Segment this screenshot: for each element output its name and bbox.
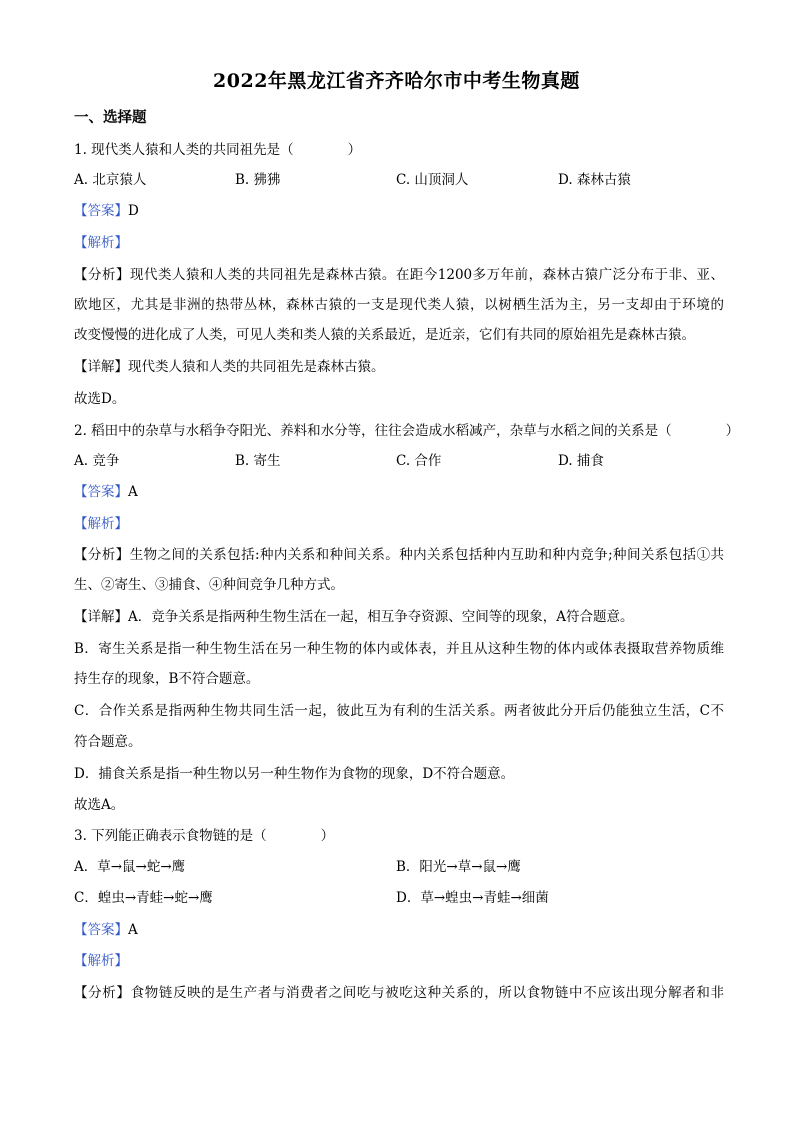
- q2-choice: 故选A。: [74, 797, 125, 813]
- q1-option-c: C. 山顶洞人: [396, 172, 469, 188]
- q3-option-b: B．阳光→草→鼠→鹰: [396, 859, 521, 875]
- q2-fenxi-line-2: 生、②寄生、③捕食、④种间竞争几种方式。: [74, 577, 344, 593]
- q2-option-d: D. 捕食: [558, 453, 604, 469]
- q2-explain-c-line-2: 符合题意。: [74, 734, 142, 750]
- q1-choice: 故选D。: [74, 391, 126, 407]
- q1-fenxi-line-1: [74, 265, 724, 285]
- q3-option-c: C．蝗虫→青蛙→蛇→鹰: [74, 890, 213, 906]
- q3-options-row-1: [74, 857, 724, 877]
- q3-stem: 3. 下列能正确表示食物链的是（ ）: [74, 828, 335, 844]
- q2-options: [74, 451, 724, 471]
- answer-tag: 【答案】: [74, 484, 128, 500]
- answer-value: A: [128, 922, 138, 938]
- q1-fenxi-line-3: 改变慢慢的进化成了人类，可见人类和类人猿的关系最近，是近亲，它们有共同的原始祖先是森林古猿。: [74, 327, 695, 343]
- q1-answer: [74, 201, 724, 221]
- q2-answer: [74, 482, 724, 502]
- q3-fenxi-line-1: [74, 983, 724, 1003]
- q1-option-d: D. 森林古猿: [558, 172, 631, 188]
- fenxi-tag: 【分析】: [74, 985, 131, 1001]
- q2-explain-d: D．捕食关系是指一种生物以另一种生物作为食物的现象，D不符合题意。: [74, 766, 515, 782]
- q3-answer: [74, 920, 724, 940]
- answer-value: A: [128, 484, 138, 500]
- q3-option-d: D．草→蝗虫→青蛙→细菌: [396, 890, 549, 906]
- xiangjie-text: 现代类人猿和人类的共同祖先是森林古猿。: [128, 359, 385, 375]
- xiangjie-tag: 【详解】: [74, 359, 128, 375]
- q1-option-b: B. 狒狒: [235, 172, 281, 188]
- page-title: 2022年黑龙江省齐齐哈尔市中考生物真题: [213, 70, 580, 92]
- fenxi-tag: 【分析】: [74, 547, 130, 563]
- q2-option-b: B. 寄生: [235, 453, 281, 469]
- fenxi-text: 现代类人猿和人类的共同祖先是森林古猿。在距今1200多万年前，森林古猿广泛分布于非、亚、: [129, 267, 724, 283]
- q1-jiexi-tag: 【解析】: [74, 235, 128, 251]
- xiangjie-tag: 【详解】: [74, 609, 128, 625]
- q2-jiexi-tag: 【解析】: [74, 516, 128, 532]
- section-heading: 一、选择题: [74, 109, 147, 126]
- q2-fenxi-line-1: [74, 545, 724, 565]
- q2-stem: 2. 稻田中的杂草与水稻争夺阳光、养料和水分等，往往会造成水稻减产，杂草与水稻之间的关系是（ ）: [74, 423, 740, 439]
- q1-stem: 1. 现代类人猿和人类的共同祖先是（ ）: [74, 142, 362, 158]
- q2-option-c: C. 合作: [396, 453, 442, 469]
- q1-xiangjie: [74, 357, 724, 377]
- q2-explain-b-line-2: 持生存的现象，B不符合题意。: [74, 671, 260, 687]
- fenxi-text: 生物之间的关系包括:种内关系和种间关系。种内关系包括种内互助和种内竞争;种间关系包括①共: [129, 547, 724, 563]
- fenxi-tag: 【分析】: [74, 267, 130, 283]
- q1-option-a: A. 北京猿人: [74, 172, 147, 188]
- q2-explain-b-line-1: B．寄生关系是指一种生物生活在另一种生物的体内或体表，并且从这种生物的体内或体表摄取营养物质维: [74, 641, 724, 657]
- q3-option-a: A．草→鼠→蛇→鹰: [74, 859, 186, 875]
- q2-explain-c-line-1: C．合作关系是指两种生物共同生活一起，彼此互为有利的生活关系。两者彼此分开后仍能独立生活，C不: [74, 703, 724, 719]
- q1-fenxi-line-2: 欧地区，尤其是非洲的热带丛林，森林古猿的一支是现代类人猿，以树栖生活为主，另一支却由于环境的: [74, 297, 724, 313]
- q1-options: [74, 170, 724, 190]
- answer-value: D: [128, 203, 139, 219]
- q3-options-row-2: [74, 888, 724, 908]
- answer-tag: 【答案】: [74, 922, 128, 938]
- fenxi-text: 食物链反映的是生产者与消费者之间吃与被吃这种关系的，所以食物链中不应该出现分解者和非: [130, 985, 724, 1001]
- q3-jiexi-tag: 【解析】: [74, 953, 128, 969]
- xiangjie-text: A．竞争关系是指两种生物生活在一起，相互争夺资源、空间等的现象，A符合题意。: [128, 609, 634, 625]
- answer-tag: 【答案】: [74, 203, 128, 219]
- q2-option-a: A. 竞争: [74, 453, 120, 469]
- q2-xiangjie-a: [74, 607, 724, 627]
